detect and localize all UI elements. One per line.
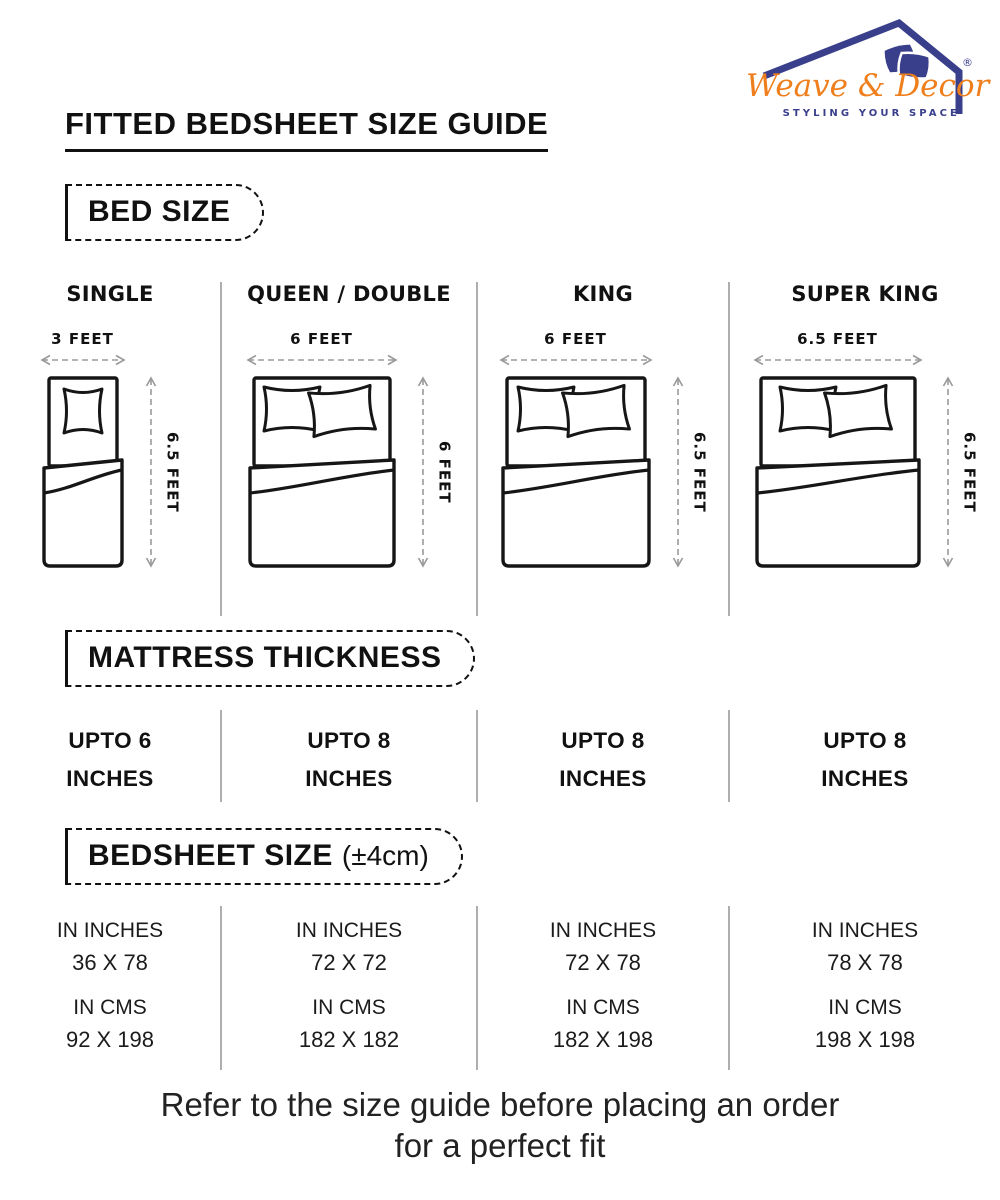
king-bed-diagram <box>500 374 652 570</box>
super-king-bed-diagram <box>754 374 922 570</box>
cms-value: 198 X 198 <box>814 1027 916 1052</box>
width-arrow <box>245 353 399 367</box>
bedsheet-size-badge <box>65 828 463 885</box>
thickness-king <box>478 710 730 802</box>
height-arrow <box>940 374 956 570</box>
bed-size-badge <box>65 184 264 241</box>
bed-name-single: SINGLE <box>66 282 154 306</box>
bed-width-label: 6 FEET <box>544 330 607 348</box>
bed-width-label: 6.5 FEET <box>797 330 878 348</box>
cms-value: 182 X 182 <box>298 1027 400 1052</box>
cms-header: IN CMS <box>312 996 386 1019</box>
thickness-super-king <box>730 710 1000 802</box>
inches-header: IN INCHES <box>56 919 164 942</box>
bed-height-label: 6 FEET <box>435 440 454 504</box>
height-arrow <box>670 374 686 570</box>
bed-height-label: 6.5 FEET <box>960 431 979 513</box>
cms-header: IN CMS <box>566 996 640 1019</box>
inches-value: 72 X 78 <box>565 950 641 975</box>
height-arrow <box>415 374 431 570</box>
bed-column-king <box>478 282 730 616</box>
width-arrow <box>498 353 654 367</box>
bed-height-label: 6.5 FEET <box>163 431 182 513</box>
pillow-icon <box>824 385 891 436</box>
sheet-size-king <box>478 906 730 1070</box>
cms-value: 92 X 198 <box>65 1027 155 1052</box>
pillow-icon <box>562 385 629 436</box>
bed-name-queen-double: QUEEN / DOUBLE <box>247 282 451 306</box>
thickness-unit: INCHES <box>66 766 154 791</box>
thickness-value: UPTO 8 <box>561 728 645 753</box>
bed-height-label: 6.5 FEET <box>690 431 709 513</box>
width-arrow <box>752 353 924 367</box>
cms-header: IN CMS <box>828 996 902 1019</box>
thickness-value: UPTO 6 <box>68 728 152 753</box>
bed-column-super-king <box>730 282 1000 616</box>
thickness-value: UPTO 8 <box>823 728 907 753</box>
pillow-icon <box>308 385 375 436</box>
thickness-value: UPTO 8 <box>307 728 391 753</box>
cms-value: 182 X 198 <box>552 1027 654 1052</box>
brand-logo <box>746 14 990 126</box>
width-arrow <box>39 353 127 367</box>
inches-header: IN INCHES <box>549 919 657 942</box>
brand-name: Weave & Decor <box>746 68 990 104</box>
sheet-size-queen-double <box>222 906 478 1070</box>
bedsheet-size-section <box>0 906 1000 1070</box>
pillow-icon <box>64 389 102 433</box>
inches-header: IN INCHES <box>295 919 403 942</box>
bed-name-king: KING <box>572 282 634 306</box>
footer-line-2: for a perfect fit <box>394 1127 606 1164</box>
cms-header: IN CMS <box>73 996 147 1019</box>
footer-note <box>0 1084 1000 1166</box>
page-title: FITTED BEDSHEET SIZE GUIDE <box>65 106 548 152</box>
inches-value: 72 X 72 <box>311 950 387 975</box>
inches-header: IN INCHES <box>811 919 919 942</box>
thickness-queen-double <box>222 710 478 802</box>
footer-line-1: Refer to the size guide before placing an order <box>160 1086 840 1123</box>
bed-size-section <box>0 282 1000 616</box>
mattress-thickness-section <box>0 710 1000 802</box>
thickness-single <box>0 710 222 802</box>
bed-column-queen-double <box>222 282 478 616</box>
bed-width-label: 3 FEET <box>51 330 114 348</box>
bedsheet-size-tolerance: (±4cm) <box>341 840 429 871</box>
bedsheet-size-badge-label: BEDSHEET SIZE <box>88 839 333 872</box>
inches-value: 78 X 78 <box>827 950 903 975</box>
inches-value: 36 X 78 <box>72 950 148 975</box>
thickness-unit: INCHES <box>821 766 909 791</box>
bed-size-badge-label: BED SIZE <box>88 195 231 228</box>
mattress-thickness-badge <box>65 630 475 687</box>
thickness-unit: INCHES <box>305 766 393 791</box>
height-arrow <box>143 374 159 570</box>
brand-tagline: STYLING YOUR SPACE <box>782 108 960 119</box>
bed-column-single <box>0 282 222 616</box>
sheet-size-super-king <box>730 906 1000 1070</box>
bed-name-super-king: SUPER KING <box>791 282 939 306</box>
sheet-size-single <box>0 906 222 1070</box>
mattress-thickness-badge-label: MATTRESS THICKNESS <box>88 641 442 674</box>
registered-mark-icon: ® <box>962 56 973 69</box>
single-bed-diagram <box>41 374 125 570</box>
bed-width-label: 6 FEET <box>290 330 353 348</box>
queen-bed-diagram <box>247 374 397 570</box>
thickness-unit: INCHES <box>559 766 647 791</box>
